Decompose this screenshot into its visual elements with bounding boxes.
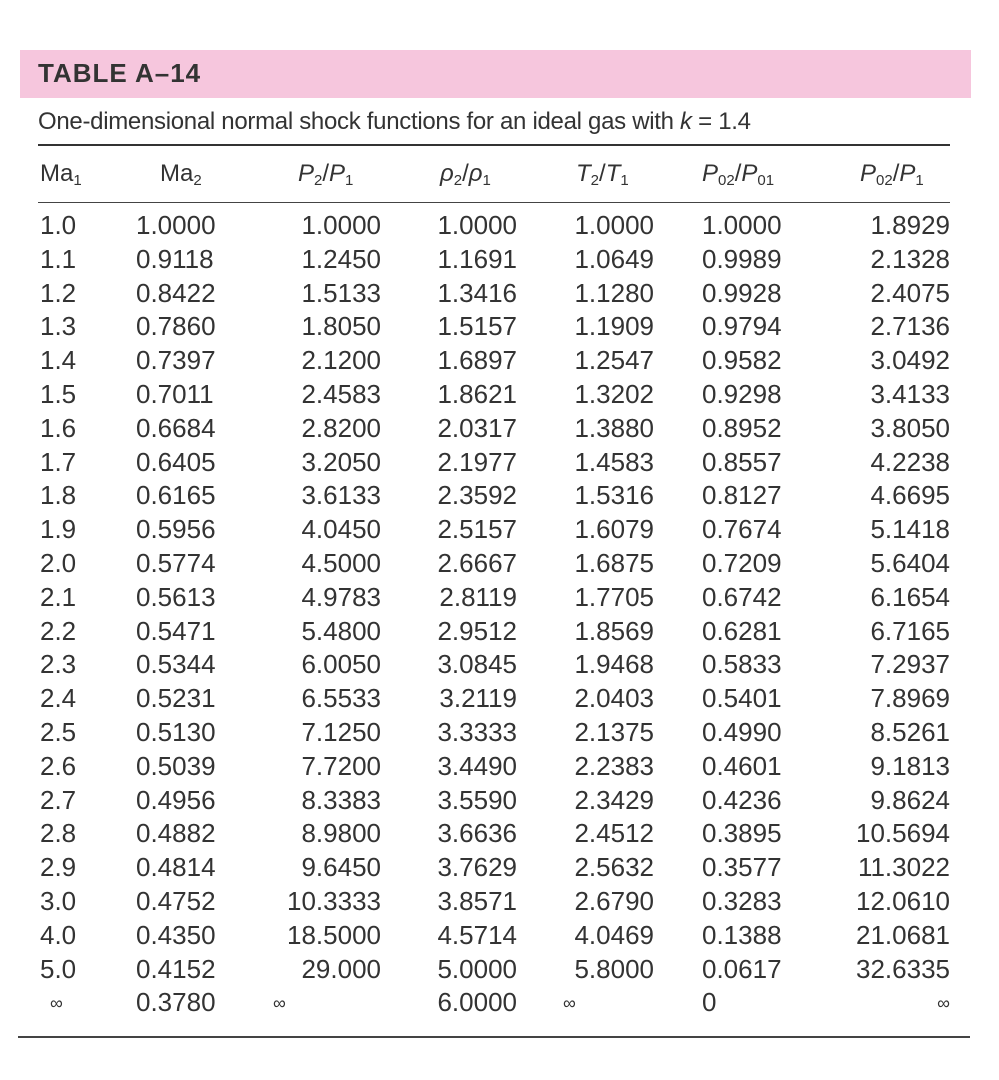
table-cell: 8.9800 [301, 818, 381, 849]
table-cell: 0.6742 [702, 581, 782, 612]
table-cell: 0.5613 [136, 581, 216, 612]
table-cell: 6.5533 [301, 683, 381, 714]
table-cell: 0.8422 [136, 277, 216, 308]
table-row [0, 616, 999, 650]
table-cell: 0.3895 [702, 818, 782, 849]
table-cell: 7.8969 [870, 683, 950, 714]
table-cell: 4.2238 [870, 446, 950, 477]
table-cell: 1.2450 [301, 243, 381, 274]
table-cell: 1.8929 [870, 210, 950, 240]
table-row [0, 548, 999, 582]
table-cell: 0.1388 [702, 919, 782, 950]
header-ma2: $Ma_2$ [160, 160, 202, 189]
table-title: TABLE A–14 [38, 58, 202, 88]
table-cell: 0.5956 [136, 514, 216, 545]
table-cell: 1.4 [40, 345, 77, 376]
table-cell: 0.4236 [702, 784, 782, 815]
table-cell: 0.5833 [702, 649, 782, 680]
table-row [0, 818, 999, 852]
table-cell: ∞ [937, 993, 950, 1014]
table-cell: 6.7165 [870, 615, 950, 646]
table-cell: 1.6875 [574, 548, 654, 578]
table-row [0, 649, 999, 683]
table-row [0, 447, 999, 481]
table-row [0, 683, 999, 717]
table-cell: 1.3416 [437, 277, 517, 308]
bottom-rule [18, 1036, 970, 1038]
table-cell: 4.5000 [301, 548, 381, 578]
header-p2-p1: $P_2/P_1$ [298, 160, 354, 189]
table-cell: 2.1200 [301, 345, 381, 376]
table-cell: 0.6165 [136, 480, 216, 511]
table-cell: 1.5133 [301, 277, 381, 308]
table-cell: 2.3429 [574, 784, 654, 815]
table-cell: 1.0000 [702, 210, 782, 240]
table-row [0, 210, 999, 244]
table-cell: 3.6636 [437, 818, 517, 849]
table-cell: 5.4800 [301, 615, 381, 646]
table-row [0, 751, 999, 785]
table-cell: 0.3283 [702, 886, 782, 916]
table-cell: 29.000 [301, 953, 381, 984]
table-cell: 0.4814 [136, 852, 216, 883]
table-cell: 2.6790 [574, 886, 654, 916]
table-cell: 1.2547 [574, 345, 654, 376]
table-row [0, 582, 999, 616]
table-cell: 5.8000 [574, 953, 654, 984]
table-cell: 0.7860 [136, 311, 216, 342]
table-cell: 18.5000 [287, 919, 381, 950]
table-row [0, 785, 999, 819]
table-cell: 2.6 [40, 750, 77, 781]
table-cell: 32.6335 [856, 953, 950, 984]
table-cell: 4.0450 [301, 514, 381, 545]
table-cell: 2.5 [40, 717, 77, 747]
table-cell: 0.8127 [702, 480, 782, 511]
table-cell: 0.4990 [702, 717, 782, 747]
table-cell: 0.5774 [136, 548, 216, 578]
header-p02-p01: $P_{02}/P_{01}$ [702, 160, 775, 189]
table-cell: 2.8 [40, 818, 77, 849]
table-cell: 9.8624 [870, 784, 950, 815]
table-cell: ∞ [50, 993, 63, 1014]
table-row [0, 311, 999, 345]
table-cell: 10.5694 [856, 818, 950, 849]
table-cell: 0.5471 [136, 615, 216, 646]
table-cell: 2.0 [40, 548, 77, 578]
table-cell: 0.5401 [702, 683, 782, 714]
table-cell: 2.8200 [301, 412, 381, 443]
table-cell: 5.0000 [437, 953, 517, 984]
header-ma1: $Ma_1$ [40, 160, 82, 189]
table-cell: 0.9298 [702, 379, 782, 409]
table-cell: 0.8557 [702, 446, 782, 477]
table-cell: 1.8050 [301, 311, 381, 342]
table-cell: 2.0317 [437, 412, 517, 443]
top-rule [38, 144, 950, 146]
table-cell: 2.7 [40, 784, 77, 815]
table-cell: 2.2 [40, 615, 77, 646]
table-cell: 2.1375 [574, 717, 654, 747]
table-cell: 0 [702, 987, 717, 1018]
table-cell: 2.4512 [574, 818, 654, 849]
table-cell: 0.7209 [702, 548, 782, 578]
table-cell: 0.3577 [702, 852, 782, 883]
table-cell: 2.1328 [870, 243, 950, 274]
table-cell: 5.0 [40, 953, 77, 984]
table-caption-prefix: One-dimensional normal shock functions for an ideal gas with [38, 108, 681, 135]
table-cell: 4.9783 [301, 581, 381, 612]
table-cell: 1.3880 [574, 412, 654, 443]
table-cell: 7.2937 [870, 649, 950, 680]
table-cell: 1.8 [40, 480, 77, 511]
table-cell: 12.0610 [856, 886, 950, 916]
table-cell: 1.0 [40, 210, 77, 240]
table-caption-suffix: = 1.4 [691, 108, 751, 135]
table-cell: 1.0000 [301, 210, 381, 240]
table-cell: 1.5316 [574, 480, 654, 511]
table-cell: 0.9794 [702, 311, 782, 342]
table-cell: 6.0050 [301, 649, 381, 680]
table-cell: 3.0492 [870, 345, 950, 376]
table-cell: 21.0681 [856, 919, 950, 950]
table-cell: 9.1813 [870, 750, 950, 781]
table-cell: 9.6450 [301, 852, 381, 883]
table-row [0, 480, 999, 514]
table-cell: 4.5714 [437, 919, 517, 950]
table-cell: 2.4075 [870, 277, 950, 308]
table-cell: 2.6667 [437, 548, 517, 578]
table-row [0, 886, 999, 920]
table-cell: 3.4133 [870, 379, 950, 409]
table-cell: 0.4350 [136, 919, 216, 950]
table-cell: 0.4601 [702, 750, 782, 781]
table-cell: 4.6695 [870, 480, 950, 511]
table-cell: 4.0469 [574, 919, 654, 950]
table-cell: 0.5231 [136, 683, 216, 714]
header-p02-p1: $P_{02}/P_1$ [860, 160, 924, 189]
table-cell: 10.3333 [287, 886, 381, 916]
table-cell: 1.3 [40, 311, 77, 342]
table-cell: 1.0000 [437, 210, 517, 240]
table-cell: 1.8569 [574, 615, 654, 646]
table-cell: 3.3333 [437, 717, 517, 747]
table-row [0, 987, 999, 1021]
table-cell: 8.3383 [301, 784, 381, 815]
table-cell: 3.0845 [437, 649, 517, 680]
table-cell: 0.3780 [136, 987, 216, 1018]
table-cell: 2.9512 [437, 615, 517, 646]
table-cell: 3.2050 [301, 446, 381, 477]
table-cell: 1.9 [40, 514, 77, 545]
table-row [0, 345, 999, 379]
header-rule [38, 202, 950, 203]
table-cell: 1.7705 [574, 581, 654, 612]
table-cell: 2.5157 [437, 514, 517, 545]
header-rho2-rho1: $\rho_2/\rho_1$ [440, 160, 491, 189]
table-cell: 3.5590 [437, 784, 517, 815]
table-cell: 4.0 [40, 919, 77, 950]
table-cell: 3.8050 [870, 412, 950, 443]
table-cell: 1.1909 [574, 311, 654, 342]
table-cell: 3.8571 [437, 886, 517, 916]
table-cell: 0.7674 [702, 514, 782, 545]
table-cell: 0.6281 [702, 615, 782, 646]
table-caption [38, 108, 751, 136]
table-cell: 1.7 [40, 446, 77, 477]
table-cell: 6.0000 [437, 987, 517, 1018]
table-cell: 3.7629 [437, 852, 517, 883]
table-header-row [0, 160, 999, 200]
table-cell: 0.7397 [136, 345, 216, 376]
table-cell: 1.5157 [437, 311, 517, 342]
table-cell: 1.3202 [574, 379, 654, 409]
table-cell: 0.9582 [702, 345, 782, 376]
table-cell: 3.6133 [301, 480, 381, 511]
table-cell: 1.5 [40, 379, 77, 409]
table-cell: 2.2383 [574, 750, 654, 781]
table-cell: 1.1280 [574, 277, 654, 308]
table-row [0, 954, 999, 988]
table-cell: 0.9928 [702, 277, 782, 308]
table-cell: 2.3 [40, 649, 77, 680]
table-cell: 0.5039 [136, 750, 216, 781]
table-cell: 7.7200 [301, 750, 381, 781]
table-cell: ∞ [563, 993, 576, 1014]
table-cell: 2.4583 [301, 379, 381, 409]
table-cell: 0.4752 [136, 886, 216, 916]
table-cell: 0.5130 [136, 717, 216, 747]
table-cell: 7.1250 [301, 717, 381, 747]
table-cell: 2.7136 [870, 311, 950, 342]
table-cell: 0.4956 [136, 784, 216, 815]
table-cell: 5.6404 [870, 548, 950, 578]
table-cell: 1.4583 [574, 446, 654, 477]
table-cell: 0.6405 [136, 446, 216, 477]
table-cell: 1.1691 [437, 243, 517, 274]
table-cell: 0.4882 [136, 818, 216, 849]
table-cell: 3.4490 [437, 750, 517, 781]
table-row [0, 920, 999, 954]
table-cell: 5.1418 [870, 514, 950, 545]
table-cell: 0.9118 [136, 243, 214, 274]
table-cell: 11.3022 [857, 852, 950, 883]
table-cell: 3.0 [40, 886, 77, 916]
table-cell: 1.8621 [437, 379, 517, 409]
table-cell: 0.4152 [136, 953, 216, 984]
table-row [0, 379, 999, 413]
table-row [0, 852, 999, 886]
table-cell: 0.9989 [702, 243, 782, 274]
table-cell: 1.6 [40, 412, 77, 443]
table-cell: 0.0617 [702, 953, 782, 984]
table-row [0, 717, 999, 751]
table-cell: 1.6897 [437, 345, 517, 376]
table-cell: 1.9468 [574, 649, 654, 680]
table-cell: 6.1654 [870, 581, 950, 612]
table-cell: 2.1 [40, 581, 77, 612]
header-t2-t1: $T_2/T_1$ [576, 160, 629, 189]
table-cell: 1.6079 [574, 514, 654, 545]
table-cell: 2.3592 [437, 480, 517, 511]
table-cell: 0.7011 [136, 379, 214, 409]
table-cell: ∞ [273, 993, 286, 1014]
table-cell: 1.0000 [136, 210, 216, 240]
table-cell: 2.0403 [574, 683, 654, 714]
table-row [0, 278, 999, 312]
table-cell: 1.2 [40, 277, 77, 308]
table-cell: 2.4 [40, 683, 77, 714]
table-row [0, 413, 999, 447]
table-cell: 2.5632 [574, 852, 654, 883]
table-cell: 8.5261 [870, 717, 950, 747]
table-cell: 0.5344 [136, 649, 216, 680]
table-cell: 1.0649 [574, 243, 654, 274]
table-cell: 0.8952 [702, 412, 782, 443]
table-cell: 2.9 [40, 852, 77, 883]
table-cell: 1.0000 [574, 210, 654, 240]
table-cell: 0.6684 [136, 412, 216, 443]
table-cell: 2.1977 [437, 446, 517, 477]
table-row [0, 514, 999, 548]
table-cell: 1.1 [40, 243, 77, 274]
table-row [0, 244, 999, 278]
table-caption-k: k [680, 108, 692, 135]
table-cell: 2.8119 [439, 581, 517, 612]
table-cell: 3.2119 [439, 683, 517, 714]
